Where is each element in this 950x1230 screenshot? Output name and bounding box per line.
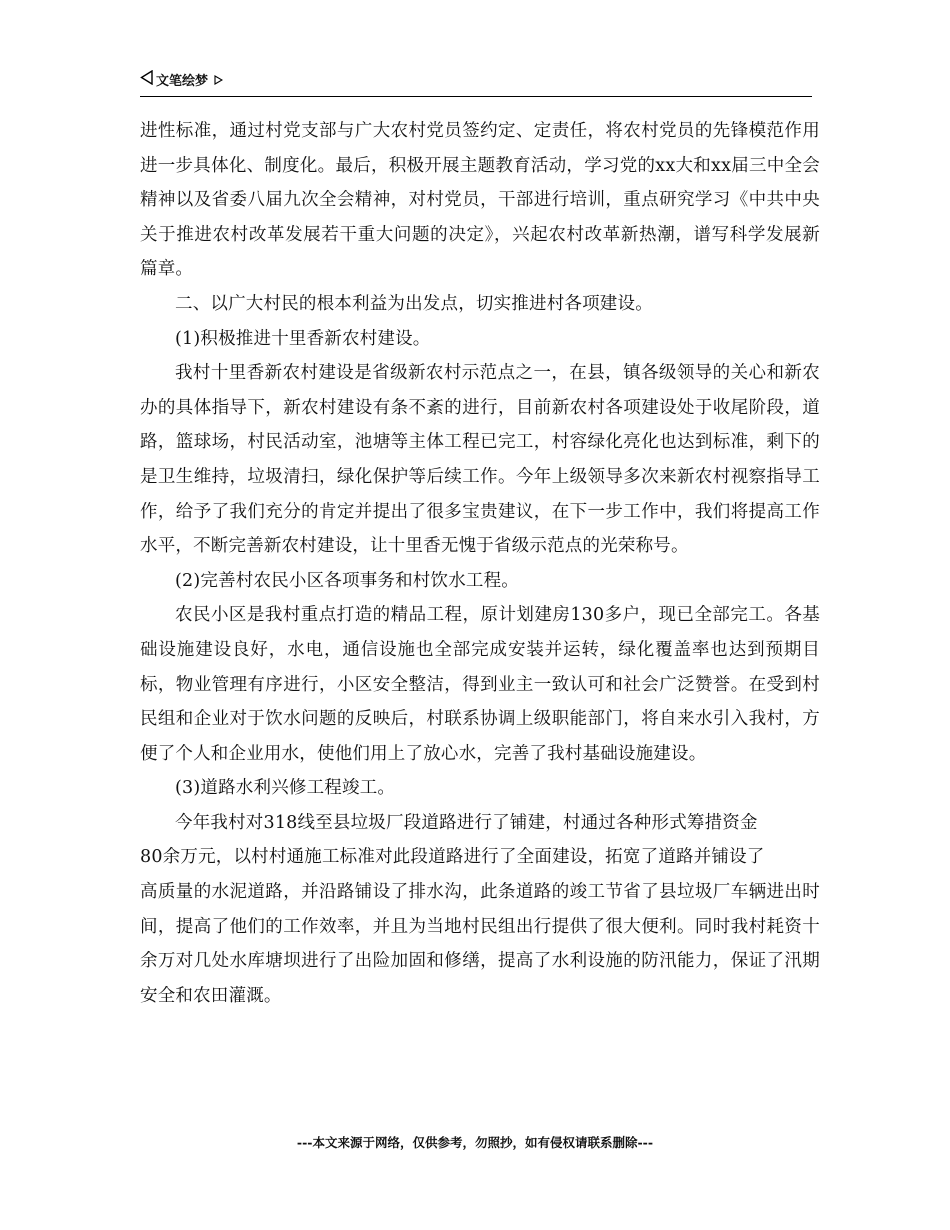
triangle-right-outline-icon xyxy=(214,70,223,94)
paragraph-line: 80余万元，以村村通施工标准对此段道路进行了全面建设，拓宽了道路并铺设了 xyxy=(140,847,765,868)
subsection-heading: (2)完善村农民小区各项事务和村饮水工程。 xyxy=(175,570,519,591)
paragraph: 农民小区是我村重点打造的精品工程，原计划建房130多户，现已全部完工。各基础设施建设良好，水电，通信设施也全部完成安装并运转，绿化覆盖率也达到预期目标，物业管理有序进行，小区安全整洁，得到业主一致认可和社会广泛赞誉。在受到村民组和企业对于饮水问题的反映后，村联系协调上级职能部门，将自来水引入我村，方便了个人和企业用水，使他们用上了放心水，完善了我村基础设施建设。 xyxy=(140,605,820,764)
section-heading: 二、以广大村民的根本利益为出发点，切实推进村各项建设。 xyxy=(175,293,653,314)
document-body xyxy=(140,114,820,1013)
brand-name: 文笔绘梦 xyxy=(156,74,209,89)
page-header xyxy=(140,70,812,97)
subsection-heading: (1)积极推进十里香新农村建设。 xyxy=(175,328,431,349)
paragraph-line: 今年我村对318线至县垃圾厂段道路进行了铺建，村通过各种形式筹措资金 xyxy=(175,812,758,833)
paragraph: 我村十里香新农村建设是省级新农村示范点之一，在县，镇各级领导的关心和新农办的具体指导下，新农村建设有条不紊的进行，目前新农村各项建设处于收尾阶段，道路，篮球场，村民活动室，池塘等主体工程已完工，村容绿化亮化也达到标准，剩下的是卫生维持，垃圾清扫，绿化保护等后续工作。今年上级领导多次来新农村视察指导工作，给予了我们充分的肯定并提出了很多宝贵建议，在下一步工作中，我们将提高工作水平，不断完善新农村建设，让十里香无愧于省级示范点的光荣称号。 xyxy=(140,363,820,557)
paragraph-continuation: 进性标准，通过村党支部与广大农村党员签约定、定责任，将农村党员的先锋模范作用进一步具体化、制度化。最后，积极开展主题教育活动，学习党的xx大和xx届三中全会精神以及省委八届九次全会精神，对村党员，干部进行培训，重点研究学习《中共中央关于推进农村改革发展若干重大问题的决定》，兴起农村改革新热潮，谱写科学发展新篇章。 xyxy=(140,121,820,280)
triangle-left-outline-icon xyxy=(140,70,153,94)
subsection-heading: (3)道路水利兴修工程竣工。 xyxy=(175,778,396,799)
paragraph: 高质量的水泥道路，并沿路铺设了排水沟，此条道路的竣工节省了县垃圾厂车辆进出时间，提高了他们的工作效率，并且为当地村民组出行提供了很大便利。同时我村耗资十余万对几处水库塘坝进行了出险加固和修缮，提高了水利设施的防汛能力，保证了汛期安全和农田灌溉。 xyxy=(140,882,820,1006)
footer-notice: ---本文来源于网络，仅供参考，勿照抄，如有侵权请联系删除--- xyxy=(296,1135,654,1150)
